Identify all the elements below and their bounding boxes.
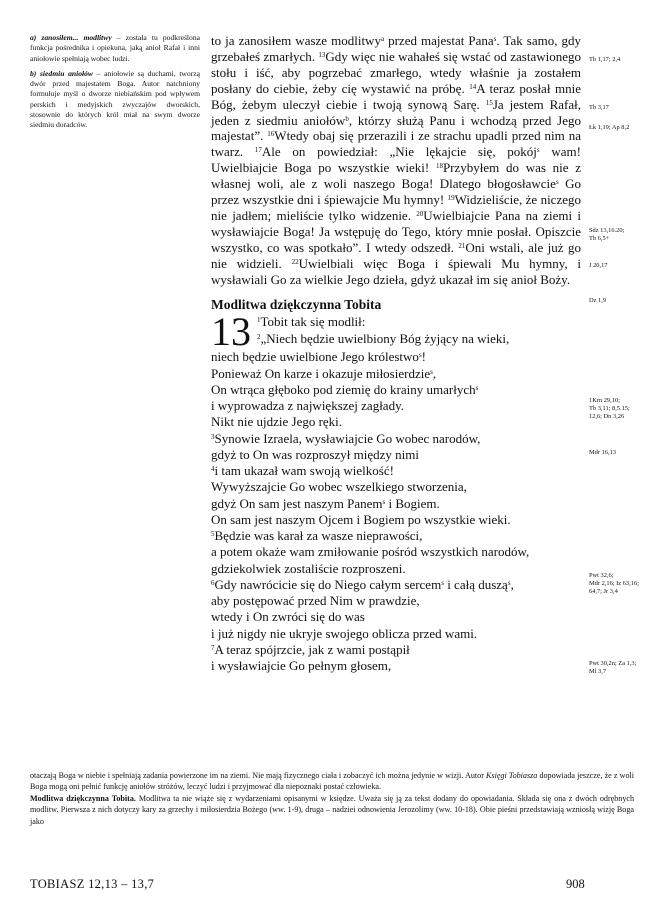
cross-ref: Ml 3,7 <box>589 668 607 675</box>
cross-ref: Tb 3,11; 8,5.15; <box>589 405 630 412</box>
cross-ref: 12,6; Dn 3,26 <box>589 413 625 420</box>
cross-ref: Tb 1,17; 2,4 <box>589 56 621 63</box>
poem-line: a potem okaże wam zmiłowanie pośród wszystkich narodów, <box>211 544 530 560</box>
poem-line: On sam jest naszym Ojcem i Bogiem po wszystkie wieki. <box>211 511 511 527</box>
note-b: b) siedmiu aniołów – aniołowie są duchami, tworzą dwór przed majestatem Boga. Autor natchniony formułuje myśl o dworze niebiańskim pod wpływem perskich i medyjskich zwyczajów dworskich, stosownie do których król miał na swym dworze siedmiu doradców. <box>30 68 200 130</box>
cross-ref: Pwt 30,2n; Za 1,3; <box>589 660 637 667</box>
cross-ref: J 20,17 <box>589 262 608 269</box>
chapter-number: 13 <box>211 309 251 355</box>
poem-line: On wtrąca głęboko pod ziemię do krainy umarłych$^s$ <box>211 381 479 397</box>
cross-ref: 64,7; Jr 3,4 <box>589 588 618 595</box>
cross-ref: 1Krn 29,10; <box>589 397 620 404</box>
commentary-paragraph: Modlitwa dziękczynna Tobita. Modlitwa ta nie wiąże się z wydarzeniami opisanymi w księdze. Uważa się ją za tekst dodany do opowiadania. Składa się ona z dwóch odrębnych modlitw. Pierwsza z nich dotyczy kary za grzechy i miłosierdzia Bożego (ww. 1-9), druga – nadziei odnowienia Jerozolimy (ww. 10-18). Obie pieśni przedstawiają wzniosłą wizję Boga jako <box>30 793 635 826</box>
poem-line: Ponieważ On karze i okazuje miłosierdzie$^s$, <box>211 365 437 381</box>
cross-ref: Łk 1,19; Ap 8,2 <box>589 124 630 131</box>
poem-line: $^7$A teraz spójrzcie, jak z wami postąpił <box>211 641 410 657</box>
commentary <box>30 770 634 827</box>
cross-ref: Tb 3,17 <box>589 104 609 111</box>
cross-ref: Tb 6,5+ <box>589 235 610 242</box>
poem-line: wtedy i On zwróci się do was <box>211 609 365 625</box>
poem-line: aby postępować przed Nim w prawdzie, <box>211 593 420 609</box>
poem-line: i wyprowadza z największej zagłady. <box>211 398 404 414</box>
note-a: a) zanosiłem... modlitwy – została tu podkreślona funkcja pośrednika i opiekuna, jaką anioł Rafał i inni aniołowie spełniają wobec ludzi. <box>30 33 200 63</box>
cross-ref: Mdr 16,13 <box>589 449 616 456</box>
poem-line: $^3$Synowie Izraela, wysławiajcie Go wobec narodów, <box>211 430 481 446</box>
chapter-12-text: to ja zanosiłem wasze modlitwy$^a$ przed majestat Pana$^s$. Tak samo, gdy grzebałeś zmarłych. $^{13}$Gdy więc nie wahałeś się wstać od zastawionego stołu i iść, aby pogrzebać zmarłego, wtedy właśnie ja zostałem posłany do ciebie, żeby cię wystawić na próbę. $^{14}$A teraz posłał mnie Bóg, żebym uleczył ciebie i twoją synową Sarę. $^{15}$Ja jestem Rafał, jeden z siedmiu aniołów$^b$, którzy służą Panu i wchodzą przed Jego majestat”. $^{16}$Wtedy obaj się przerazili i ze strachu upadli przed nim na twarz. $^{17}$Ale on powiedział: „Nie lękajcie się, pokój$^s$ wam! Uwielbiajcie Boga po wszystkie wieki! $^{18}$Przybyłem do was nie z własnej woli, ale z woli naszego Boga! Dlatego błogosławcie$^s$ Go przez wszystkie dni i śpiewajcie Mu hymny! $^{19}$Widzieliście, że niczego nie jadłem; mieliście tylko widzenie. $^{20}$Uwielbiajcie Pana na ziemi i wysławiajcie Boga! Ja wstępuję do Tego, który mnie posłał. Opiszcie wszystko, co was spotkało”. I wtedy odszedł. $^{21}$Oni wstali, ale już go nie widzieli. $^{22}$Uwielbiali więc Boga i śpiewali Mu hymny, i wysławiali Go za wielkie Jego dzieła, gdyż ukazał im się anioł Boży. <box>211 33 582 287</box>
note-b-term: b) siedmiu aniołów <box>30 68 93 78</box>
poem-line: i już nigdy nie ukryje swojego oblicza przed wami. <box>211 625 478 641</box>
poem-line: i wysławiajcie Go pełnym głosem, <box>211 658 392 674</box>
cross-ref: Mdr 2,16; Iz 63,16; <box>589 580 639 587</box>
poem-line: $^5$Będzie was karał za wasze nieprawości, <box>211 528 423 544</box>
poem-line: gdyż On sam jest naszym Panem$^s$ i Bogiem. <box>211 495 440 511</box>
poem-line: $^1$Tobit tak się modlił: <box>257 314 366 330</box>
cross-ref: Sdz 13,16.20; <box>589 227 625 234</box>
poem-line: Wywyższajcie Go wobec wszelkiego stworzenia, <box>211 479 467 495</box>
poem-line: Nikt nie ujdzie Jego ręki. <box>211 414 343 430</box>
running-footer: TOBIASZ 12,13 – 13,7 <box>30 877 155 891</box>
page-number: 908 <box>566 877 585 891</box>
poem-line: niech będzie uwielbione Jego królestwo$^s$! <box>211 349 427 365</box>
margin-notes <box>30 33 200 136</box>
chapter-13-poem <box>211 309 581 674</box>
poem-line: $^4$i tam ukazał wam swoją wielkość! <box>211 463 394 479</box>
cross-ref: Dz 1,9 <box>589 297 607 304</box>
note-a-term: a) zanosiłem... modlitwy <box>30 33 112 42</box>
cross-references <box>589 0 659 760</box>
section-heading: Modlitwa dziękczynna Tobita <box>211 296 382 312</box>
main-text <box>211 33 581 674</box>
cross-ref: Pwt 32,6; <box>589 572 614 579</box>
poem-line: gdyż to On was rozproszył między nimi <box>211 446 419 462</box>
poem-line: gdziekolwiek zostaliście rozproszeni. <box>211 560 406 576</box>
poem-line: $^6$Gdy nawrócicie się do Niego całym sercem$^s$ i całą duszą$^s$, <box>211 576 514 592</box>
commentary-paragraph: otaczają Boga w niebie i spełniają zadania powierzone im na ziemi. Nie mają fizycznego ciała i zobaczyć ich można jedynie w wizji. Autor Księgi Tobiasza dopowiada jeszcze, że z woli Boga mogą oni pełnić funkcję aniołów stróżów, leczyć ludzi i przyjmować dla niepoznaki postać człowieka. <box>30 771 635 792</box>
poem-line: $^2$„Niech będzie uwielbiony Bóg żyjący na wieki, <box>257 330 510 346</box>
